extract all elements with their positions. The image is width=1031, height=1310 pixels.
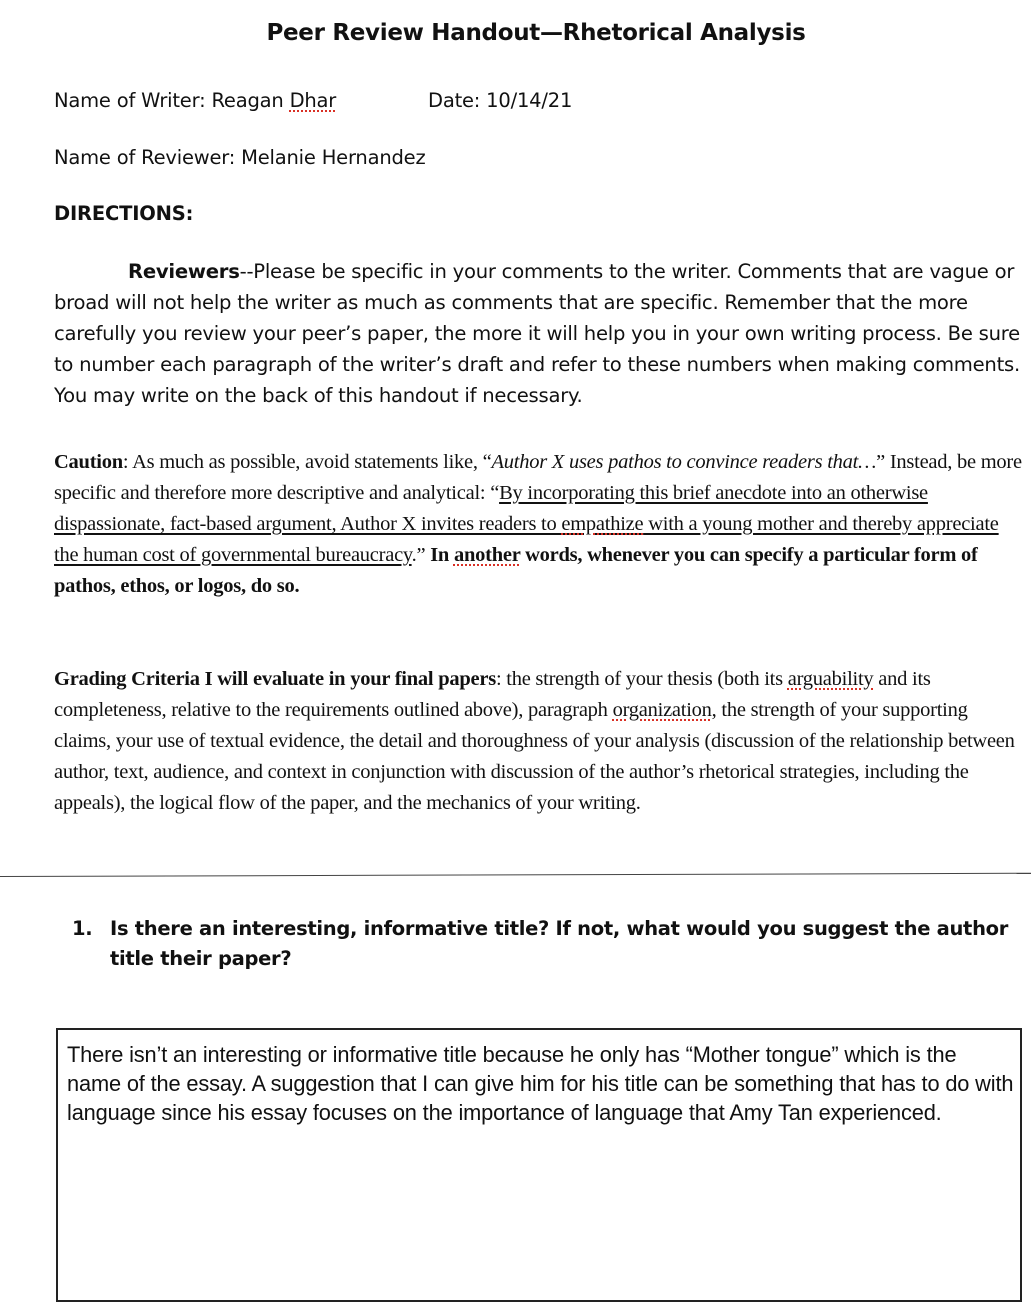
reviewer-name: Name of Reviewer: Melanie Hernandez: [54, 146, 426, 169]
caution-text-2: ” Instead, be more specific and therefore more descriptive and analytical: “: [54, 451, 1022, 504]
writer-surname: Dhar: [289, 89, 337, 112]
page-title: Peer Review Handout—Rhetorical Analysis: [266, 20, 806, 46]
grading-lead: Grading Criteria I will evaluate in your final papers: [54, 668, 496, 690]
grading-text-3: , the strength of your supporting claims, your use of textual evidence, the detail and thoroughness of your analysis (discussion of the relationship between author, text, audience, and context in conjunction with discussion of the author’s rhetorical strategies, including the appeals), the logical flow of the paper, and the mechanics of your writing.: [54, 699, 1015, 814]
caution-italic: Author X uses pathos to convince readers that…: [491, 451, 877, 473]
reviewers-text: --Please be specific in your comments to the writer. Comments that are vague or broad will not help the writer as much as comments that are specific. Remember that the more carefully you review your peer’s paper, the more it will help you in your own writing process. Be sure to number each paragraph of the writer’s draft and refer to these numbers when making comments. You may write on the back of this handout if necessary.: [54, 260, 1020, 407]
grading-text-1: : the strength of your thesis (both its: [495, 668, 788, 690]
date-field: Date: 10/14/21: [428, 89, 573, 112]
writer-name-label: Name of Writer: Reagan: [54, 89, 290, 112]
reviewers-lead: Reviewers: [128, 260, 240, 283]
caution-paragraph: [54, 447, 1026, 602]
question-text: Is there an interesting, informative title? If not, what would you suggest the author title their paper?: [110, 917, 1009, 970]
caution-bold-2: words, whenever you can specify a particular form of pathos, ethos, or logos, do so.: [54, 544, 978, 597]
caution-bold-misspelled: another: [453, 544, 521, 566]
directions-heading: DIRECTIONS:: [54, 202, 194, 225]
divider: [0, 873, 1031, 877]
caution-example-2: with a young mother and thereby appreciate the human cost of governmental bureaucracy: [54, 513, 999, 566]
caution-example-1: By incorporating this brief anecdote into an otherwise dispassionate, fact-based argument, Author X invites readers to: [54, 482, 928, 535]
question-number: 1.: [72, 917, 93, 940]
reviewers-paragraph: [54, 256, 1026, 411]
answer-box[interactable]: [56, 1028, 1022, 1302]
caution-lead: Caution: [54, 451, 123, 473]
question-1: [72, 914, 1022, 974]
writer-name: [54, 89, 336, 112]
grading-misspelled-1: arguability: [787, 668, 874, 690]
answer-text[interactable]: There isn’t an interesting or informative title because he only has “Mother tongue” which is the name of the essay. A suggestion that I can give him for his title can be something that has to do with language since his essay focuses on the importance of language that Amy Tan experienced.: [67, 1042, 1014, 1125]
caution-text-3: .”: [411, 544, 431, 566]
caution-text-1: : As much as possible, avoid statements like, “: [122, 451, 492, 473]
grading-misspelled-2: organization: [612, 699, 712, 721]
grading-text-2: and its completeness, relative to the requirements outlined above), paragraph: [54, 668, 931, 721]
caution-bold-1: In: [430, 544, 454, 566]
grading-paragraph: [54, 664, 1026, 819]
caution-example-misspelled: empathize: [561, 513, 644, 535]
